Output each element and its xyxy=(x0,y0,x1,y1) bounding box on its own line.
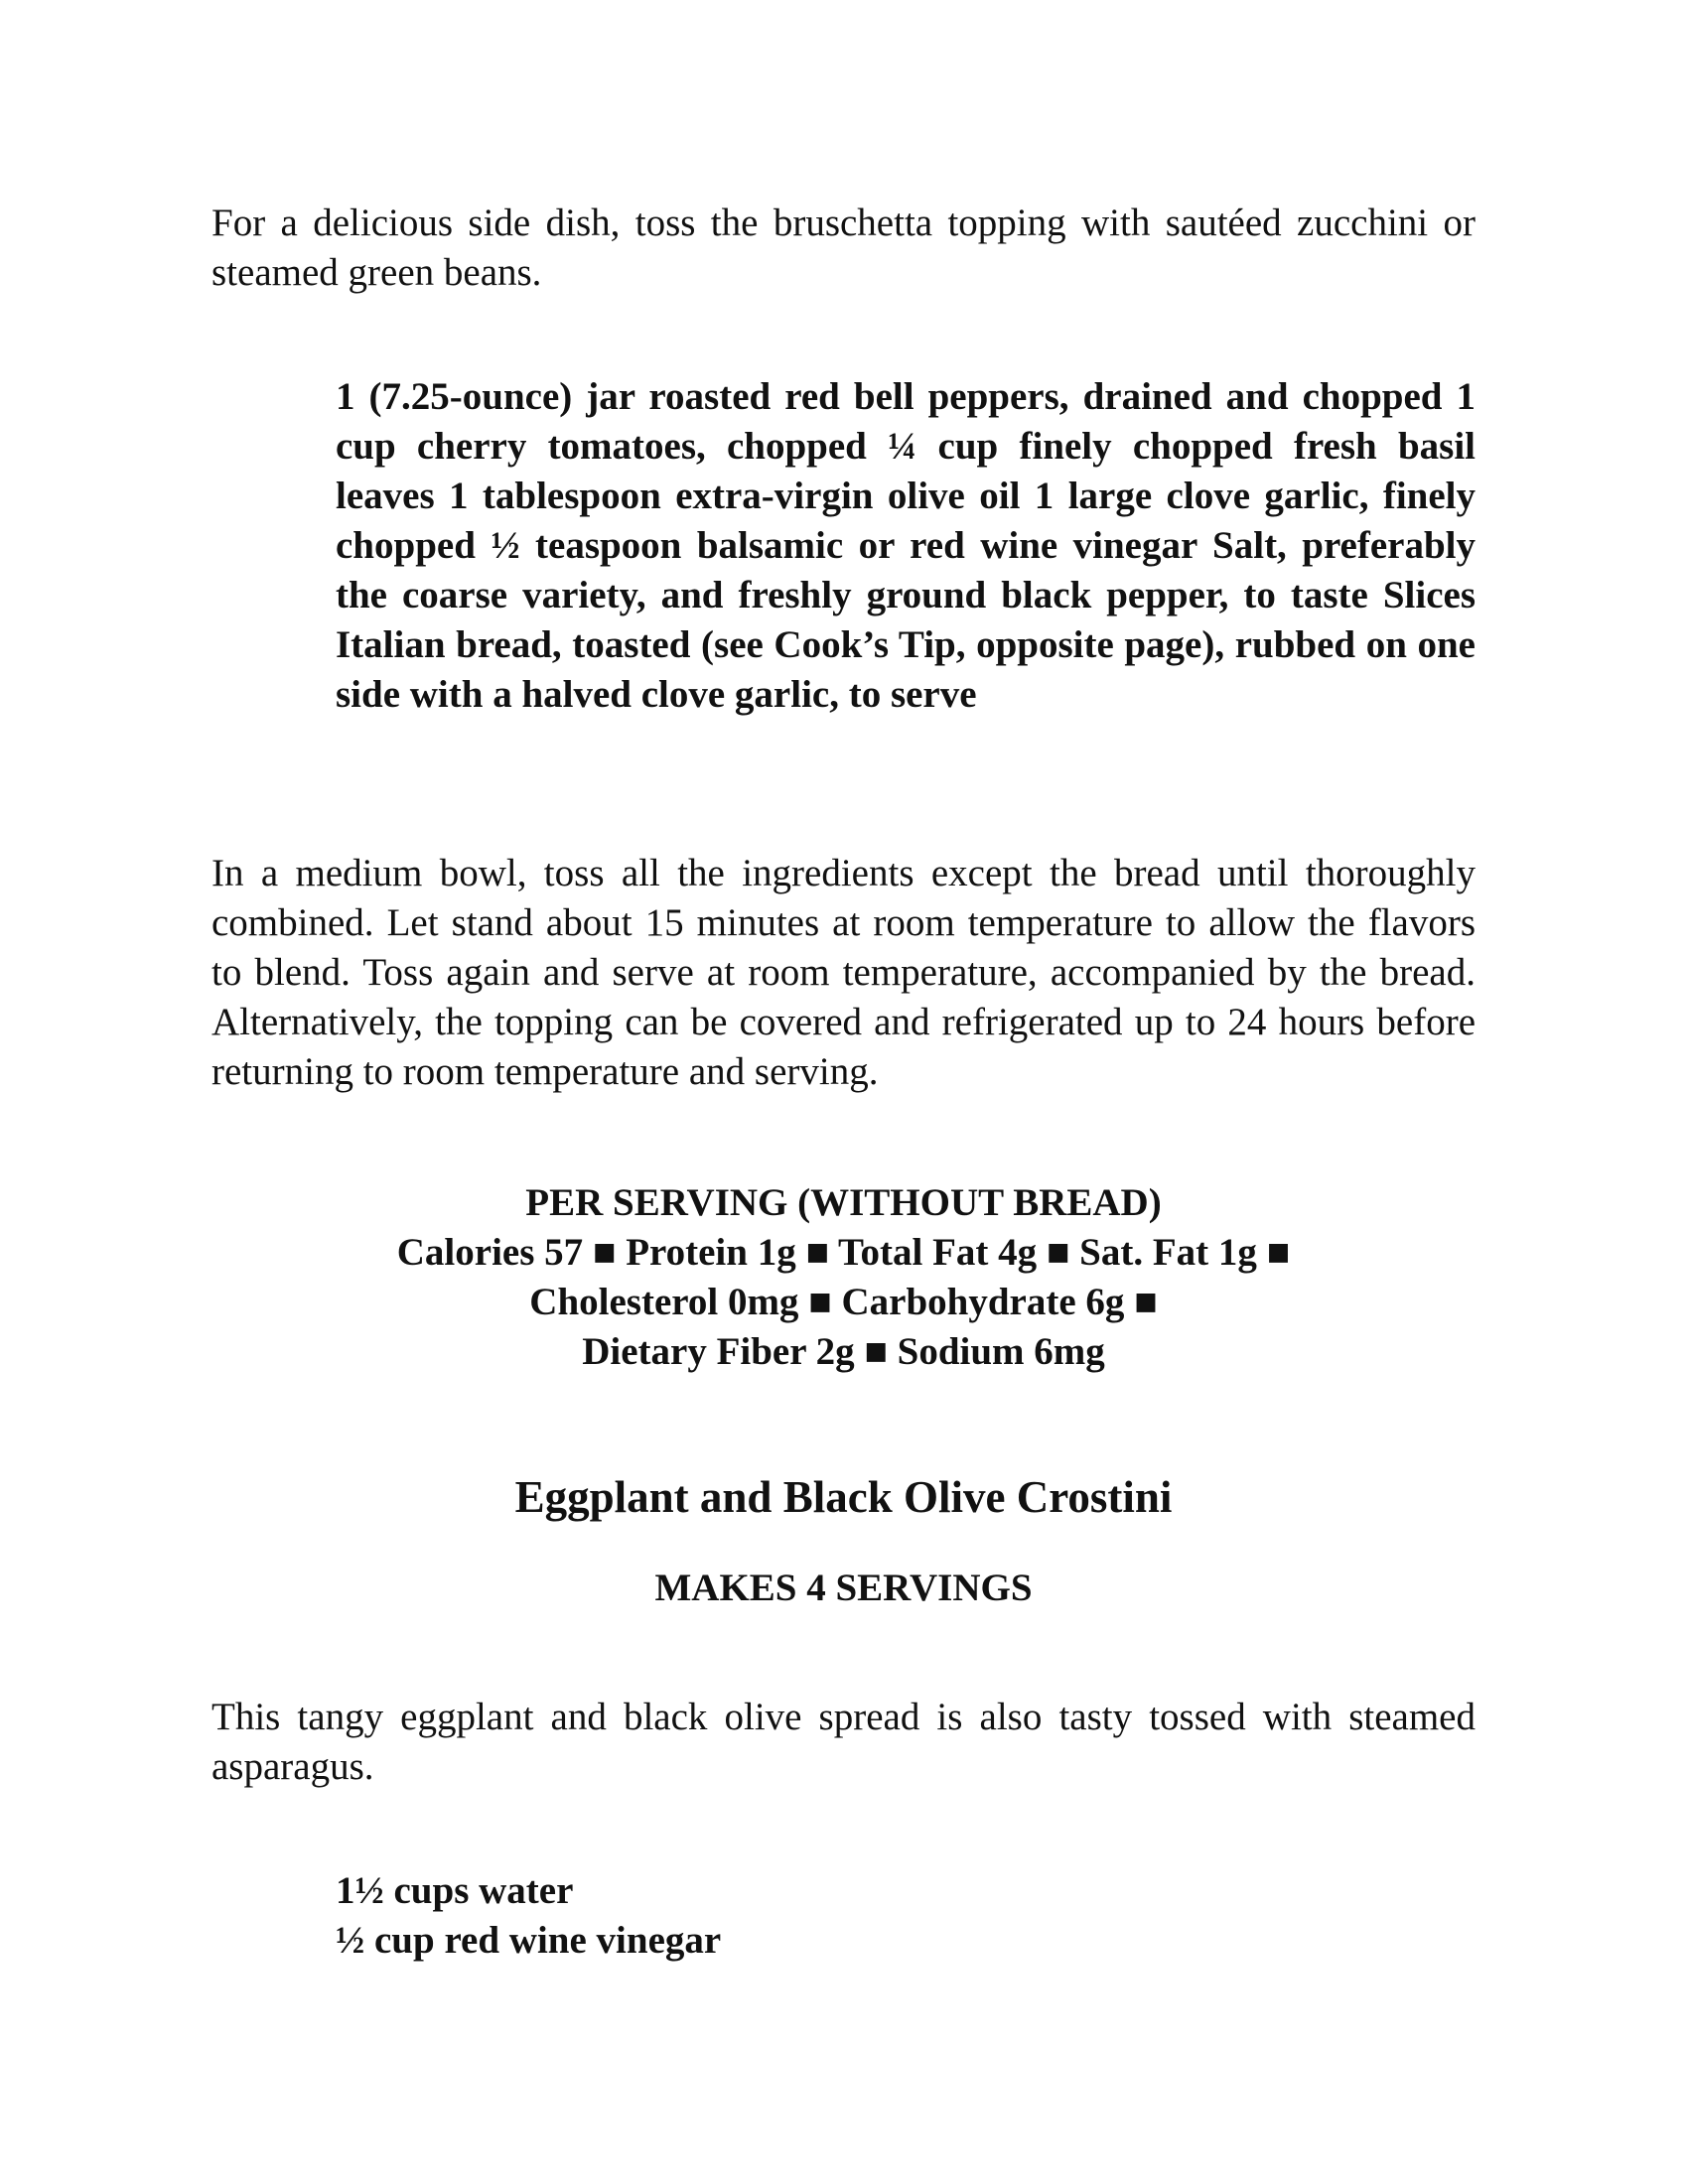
recipe2-ingredients xyxy=(336,1866,1476,1966)
servings-label: MAKES 4 SERVINGS xyxy=(654,1567,1033,1609)
recipe-intro-paragraph: This tangy eggplant and black olive spread is also tasty tossed with steamed asparagus. xyxy=(211,1696,1476,1788)
ingredient-item: ½ cup red wine vinegar xyxy=(336,1919,722,1962)
method-paragraph: In a medium bowl, toss all the ingredients except the bread until thoroughly combined. Let stand about 15 minutes at room temperature to allow the flavors to blend. Toss again and serve at room temperature, accompanied by the bread. Alternatively, the topping can be covered and refrigerated up to 24 hours before returning to room temperature and serving. xyxy=(211,852,1476,1093)
ingredient-item: 1½ cups water xyxy=(336,1869,574,1912)
intro-paragraph: For a delicious side dish, toss the bruschetta topping with sautéed zucchini or steamed green beans. xyxy=(211,202,1476,294)
nutrition-heading: PER SERVING (WITHOUT BREAD) xyxy=(525,1181,1162,1224)
recipe-title: Eggplant and Black Olive Crostini xyxy=(514,1472,1173,1522)
nutrition-line: Cholesterol 0mg ■ Carbohydrate 6g ■ xyxy=(529,1281,1158,1323)
ingredients-list: 1 (7.25-ounce) jar roasted red bell peppers, drained and chopped 1 cup cherry tomatoes, chopped ¼ cup finely chopped fresh basil leaves 1 tablespoon extra-virgin olive oil 1 large clove garlic, finely chopped ½ teaspoon balsamic or red wine vinegar Salt, preferably the coarse variety, and freshly ground black pepper, to taste Slices Italian bread, toasted (see Cook’s Tip, opposite page), rubbed on one side with a halved clove garlic, to serve xyxy=(336,375,1476,716)
nutrition-line: Dietary Fiber 2g ■ Sodium 6mg xyxy=(582,1330,1105,1373)
nutrition-line: Calories 57 ■ Protein 1g ■ Total Fat 4g ■ Sat. Fat 1g ■ xyxy=(396,1231,1291,1274)
nutrition-facts xyxy=(211,1178,1476,1377)
